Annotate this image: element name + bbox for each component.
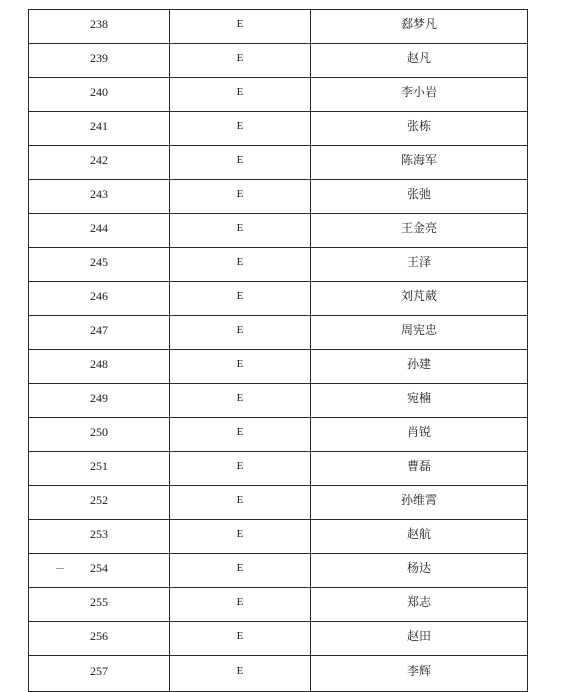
row-group-cell: E (170, 384, 311, 418)
row-number-cell: 255 (29, 588, 170, 622)
roster-table (28, 9, 528, 692)
table-row (29, 384, 528, 418)
row-name-cell: 李辉 (311, 656, 528, 692)
row-group-cell: E (170, 418, 311, 452)
row-name-cell: 刘芃葳 (311, 282, 528, 316)
row-name-cell: 杨达 (311, 554, 528, 588)
table-row (29, 452, 528, 486)
row-group-cell: E (170, 520, 311, 554)
table-row (29, 588, 528, 622)
row-group-cell: E (170, 146, 311, 180)
row-group-cell: E (170, 112, 311, 146)
row-name-cell: 曹磊 (311, 452, 528, 486)
row-group-cell: E (170, 282, 311, 316)
row-number-cell: 257 (29, 656, 170, 692)
table-row (29, 520, 528, 554)
row-name-cell: 王泽 (311, 248, 528, 282)
row-number-cell: 239 (29, 44, 170, 78)
row-name-cell: 孙建 (311, 350, 528, 384)
row-number-cell: 252 (29, 486, 170, 520)
row-number-cell: 250 (29, 418, 170, 452)
table-row (29, 622, 528, 656)
table-row (29, 418, 528, 452)
row-group-cell: E (170, 452, 311, 486)
table-row (29, 214, 528, 248)
row-number-cell: 249 (29, 384, 170, 418)
row-number-cell: 244 (29, 214, 170, 248)
row-group-cell: E (170, 180, 311, 214)
row-name-cell: 赵凡 (311, 44, 528, 78)
row-number-cell: 245 (29, 248, 170, 282)
row-name-cell: 李小岩 (311, 78, 528, 112)
row-number-cell: 243 (29, 180, 170, 214)
row-number-cell: 248 (29, 350, 170, 384)
row-group-cell: E (170, 554, 311, 588)
row-group-cell: E (170, 248, 311, 282)
row-number-cell: 238 (29, 10, 170, 44)
table-row (29, 316, 528, 350)
row-number-cell: 240 (29, 78, 170, 112)
row-number-cell: 246 (29, 282, 170, 316)
table-row (29, 78, 528, 112)
row-number-cell: 247 (29, 316, 170, 350)
row-number-cell: 242 (29, 146, 170, 180)
table-row (29, 146, 528, 180)
table-row (29, 486, 528, 520)
table-row (29, 10, 528, 44)
row-name-cell: 郄梦凡 (311, 10, 528, 44)
row-name-cell: 张栋 (311, 112, 528, 146)
row-name-cell: 王金亮 (311, 214, 528, 248)
row-name-cell: 肖锐 (311, 418, 528, 452)
table-row (29, 180, 528, 214)
row-number-cell: 254 (29, 554, 170, 588)
table-row (29, 554, 528, 588)
table-row (29, 112, 528, 146)
table-row (29, 44, 528, 78)
table-row (29, 656, 528, 692)
row-group-cell: E (170, 316, 311, 350)
row-name-cell: 郑志 (311, 588, 528, 622)
scan-speck (56, 568, 64, 569)
row-name-cell: 陈海军 (311, 146, 528, 180)
table-row (29, 350, 528, 384)
table-row (29, 248, 528, 282)
row-group-cell: E (170, 622, 311, 656)
row-name-cell: 赵航 (311, 520, 528, 554)
row-number-cell: 253 (29, 520, 170, 554)
row-name-cell: 赵田 (311, 622, 528, 656)
row-name-cell: 宛楠 (311, 384, 528, 418)
row-group-cell: E (170, 656, 311, 692)
row-group-cell: E (170, 588, 311, 622)
roster-table-body (29, 10, 528, 692)
table-row (29, 282, 528, 316)
row-name-cell: 孙维霄 (311, 486, 528, 520)
row-group-cell: E (170, 214, 311, 248)
row-name-cell: 周宪忠 (311, 316, 528, 350)
row-group-cell: E (170, 486, 311, 520)
row-number-cell: 251 (29, 452, 170, 486)
row-group-cell: E (170, 10, 311, 44)
row-name-cell: 张弛 (311, 180, 528, 214)
row-number-cell: 256 (29, 622, 170, 656)
row-number-cell: 241 (29, 112, 170, 146)
row-group-cell: E (170, 44, 311, 78)
row-group-cell: E (170, 78, 311, 112)
row-group-cell: E (170, 350, 311, 384)
